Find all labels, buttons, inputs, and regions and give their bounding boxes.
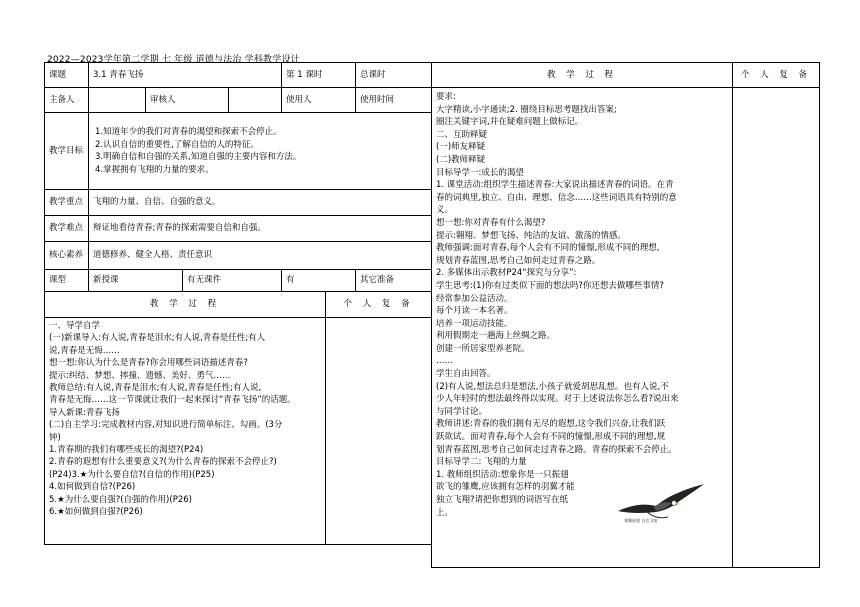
goal-item: 3.明确自信和自强的关系,知道自强的主要内容和方法。 — [95, 152, 302, 162]
process-line: 6.★如何做到自强?(P26) — [49, 507, 143, 518]
process-line: 青春是无悔……这一节课就让我们一起来探讨“青春飞扬”的话题。 — [49, 395, 296, 406]
process-line: 要求: — [436, 92, 456, 102]
document-header: 2022—2023学年第二学期 七 年级 道德与法治 学科教学设计 — [47, 55, 300, 65]
process-line: 学生自由回答。 — [436, 369, 496, 380]
user-label: 使用人 — [282, 88, 356, 113]
process-line: (一)师友释疑 — [436, 142, 486, 153]
process-line: 2.青春的遐想有什么重要意义?(为什么青春的探索不会停止?) — [49, 457, 277, 468]
process-line: 目标导学一:成长的渴望 — [436, 167, 524, 178]
reviewer-value — [229, 88, 282, 113]
process-line: 每个月读一本名著。 — [436, 306, 513, 317]
process-line: 大字精读,小字通读;2. 圈绕目标思考题找出答案; — [436, 104, 617, 115]
process-line: 1.青春期的我们有哪些成长的渴望?(P24) — [49, 445, 204, 456]
process-line: 2. 多媒体出示教材P24“探究与分享”: — [436, 268, 577, 279]
process-line: 一、导学自学 — [49, 321, 101, 331]
process-line: 与同学讨论。 — [436, 406, 488, 417]
process-line: 二、互助释疑 — [436, 129, 488, 140]
process-line: 1. 课堂活动:组织学生描述青春:大家说出描述青春的词语。在青 — [436, 180, 674, 191]
left-lesson-table — [44, 62, 432, 545]
process-line: (二)自主学习:完成教材内容,对知识进行简单标注、勾画。(3分 — [49, 420, 283, 431]
process-line: 春的词典里,独立、自由、理想、信念……这些词语具有特别的意 — [436, 192, 677, 203]
goal-item: 1.知道年少的我们对青春的渴望和探索不会停止。 — [95, 127, 282, 137]
process-line: 创建一所居家型养老院。 — [436, 343, 530, 354]
process-line: (P24)3.★为什么要自信?(自信的作用)(P25) — [49, 469, 215, 480]
difficulties-value: 辩证地看待青春;青春的探索需要自信和自强。 — [89, 216, 432, 242]
process-line: 教师讲述:青春的我们拥有无尽的遐想,这令我们兴奋,让我们跃 — [436, 419, 666, 430]
process-line: 4.如何做到自信?(P26) — [49, 482, 136, 493]
activity-line: 上。 — [436, 507, 454, 518]
title-value: 3.1 青春飞扬 — [89, 63, 282, 88]
left-process-cell — [45, 318, 326, 545]
goal-item: 4.掌握拥有飞翔的力量的要求。 — [95, 164, 214, 175]
process-line: (一)新课导入:有人说,青春是泪水;有人说,青春是任性;有人 — [49, 333, 266, 344]
activity-line: 独立飞翔?请把你想到的词语写在纸 — [436, 495, 569, 505]
total-periods-label: 总课时 — [356, 63, 432, 88]
process-line: 少人年轻时的想法最终得以实现。对于上述说法你怎么看?说出来 — [436, 394, 679, 405]
main-preparer-value — [89, 88, 146, 113]
process-line: 义。 — [436, 205, 454, 216]
process-line: 5.★为什么要自强?(自强的作用)(P26) — [49, 494, 192, 505]
process-line: 利用假期走一趟海上丝绸之路。 — [436, 331, 556, 342]
title-label: 课题 — [45, 63, 89, 88]
process-line: 规划青春蓝图,思考自己如何走过青春之路。 — [436, 255, 601, 266]
right-review-header: 个 人 复 备 — [733, 63, 820, 88]
goals-label: 教学目标 — [45, 113, 89, 190]
core-literacy-value: 道德修养、健全人格、责任意识 — [89, 242, 432, 270]
main-preparer-label: 主备人 — [45, 88, 89, 113]
goal-item: 2.认识自信的重要性,了解自信的人的特征。 — [95, 139, 259, 150]
difficulties-label: 教学难点 — [45, 216, 89, 242]
process-line: 想一想:你对青春有什么渴望? — [436, 217, 546, 228]
process-line: 培养一项运动技能。 — [436, 318, 513, 329]
eagle-caption: 雏鹰展翅 自信飞翔 — [624, 518, 658, 523]
core-literacy-label: 核心素养 — [45, 242, 89, 270]
activity-line: 欲飞的雏鹰,应该拥有怎样的羽翼才能 — [436, 482, 575, 493]
process-line: 跃欲试。面对青春,每个人会有不同的憧憬,形成不同的理想,规 — [436, 432, 666, 443]
goal2-heading: 目标导学二: 飞翔的力量 — [436, 457, 527, 468]
process-line: 学生思考:(1)你有过类似下面的想法吗?你还想去做哪些事情? — [436, 280, 664, 291]
process-line: 圈注关键字词,并在疑难问题上做标记。 — [436, 117, 584, 128]
process-line: 钟) — [49, 432, 61, 443]
process-line: (二)教师释疑 — [436, 154, 486, 165]
review-header: 个 人 复 备 — [326, 292, 432, 318]
process-line: 说,青春是无悔…… — [49, 345, 120, 356]
courseware-value: 有 — [282, 270, 356, 292]
period-value: 第 1 课时 — [282, 63, 356, 88]
lesson-type-label: 课型 — [45, 270, 89, 292]
process-line: 教师强调:面对青春,每个人会有不同的憧憬,形成不同的理想, — [436, 243, 660, 254]
process-header: 教 学 过 程 — [45, 292, 326, 318]
other-prep-label: 其它准备 — [356, 270, 432, 292]
process-line: …… — [436, 356, 453, 367]
use-time-label: 使用时间 — [356, 88, 432, 113]
lesson-type-value: 新授课 — [89, 270, 183, 292]
process-line: 提示:纠结、梦想、摔撞、遗憾、美好、勇气…… — [49, 370, 231, 381]
key-points-label: 教学重点 — [45, 190, 89, 216]
right-process-header: 教 学 过 程 — [432, 63, 733, 88]
courseware-label: 有无课件 — [183, 270, 282, 292]
process-line: 导入新课:青春飞扬 — [49, 407, 120, 418]
left-review-cell — [326, 318, 432, 545]
process-line: 经常参加公益活动。 — [436, 293, 513, 304]
process-line: 划青春蓝图,思考自己如何走过青春之路。青春的探索不会停止。 — [436, 444, 677, 455]
right-review-cell — [733, 88, 820, 568]
key-points-value: 飞翔的力量、自信、自强的意义。 — [89, 190, 432, 216]
process-line: 想一想:你认为什么是青春?你会用哪些词语描述青春? — [49, 358, 248, 369]
process-line: 提示:翱翔、梦想飞扬、纯洁的友谊、激荡的情感。 — [436, 230, 626, 241]
activity-line: 1. 教师组织活动:想象你是一只振翅 — [436, 469, 569, 480]
reviewer-label: 审核人 — [146, 88, 229, 113]
process-line: (2)有人说,想法总归是想法,小孩子就爱胡思乱想。也有人说,不 — [436, 381, 669, 392]
process-line: 教师总结:有人说,青春是泪水;有人说,青春是任性;有人说, — [49, 383, 262, 394]
eagle-illustration — [616, 481, 706, 525]
